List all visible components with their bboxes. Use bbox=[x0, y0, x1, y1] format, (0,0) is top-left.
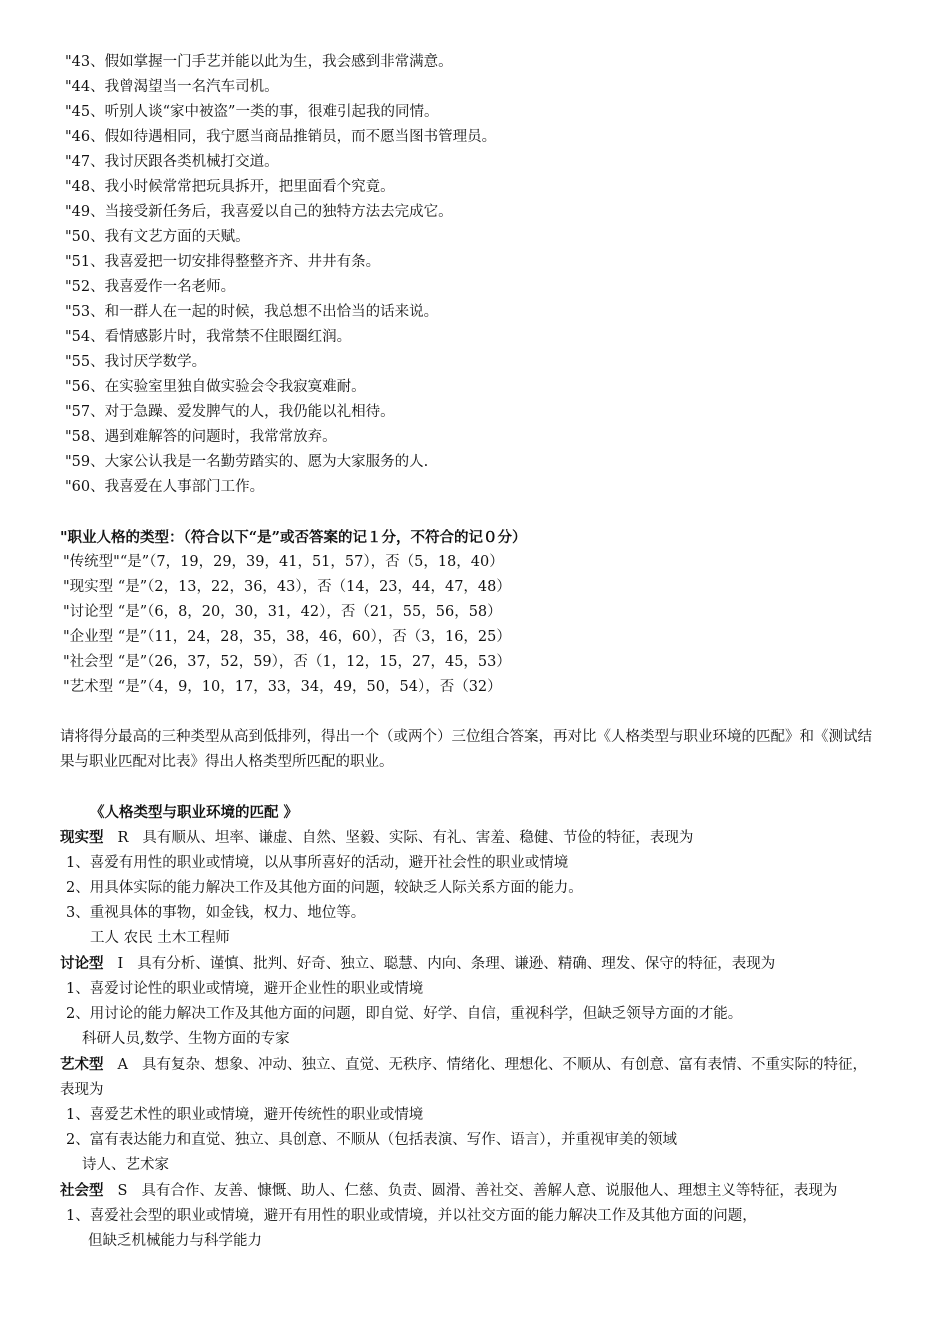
type-item: 3、重视具体的事物，如金钱，权力、地位等。 bbox=[66, 905, 366, 921]
type-desc: 具有分析、谨慎、批判、好奇、独立、聪慧、内向、条理、谦逊、精确、理发、保守的特征，表现为 bbox=[137, 956, 776, 972]
type-item: 2、用具体实际的能力解决工作及其他方面的问题，较缺乏人际关系方面的能力。 bbox=[66, 880, 583, 896]
question-item: "56、在实验室里独自做实验会令我寂寞难耐。 bbox=[65, 379, 366, 395]
question-item: "54、看情感影片时，我常禁不住眼圈红润。 bbox=[65, 329, 352, 345]
question-item: "57、对于急躁、爱发脾气的人，我仍能以礼相待。 bbox=[65, 404, 395, 420]
type-item: 1、喜爱讨论性的职业或情境，避开企业性的职业或情境 bbox=[66, 981, 424, 997]
type-jobs: 科研人员,数学、生物方面的专家 bbox=[82, 1031, 290, 1047]
type-name: 艺术型 bbox=[60, 1056, 104, 1073]
type-name: 社会型 bbox=[60, 1182, 104, 1199]
type-entry-artistic bbox=[60, 1052, 880, 1103]
question-item: "53、和一群人在一起的时候，我总想不出恰当的话来说。 bbox=[65, 304, 439, 320]
type-item: 2、富有表达能力和直觉、独立、具创意、不顺从（包括表演、写作、语言），并重视审美的领域 bbox=[66, 1132, 677, 1148]
type-jobs: 工人 农民 土木工程师 bbox=[90, 930, 230, 946]
question-item: "59、大家公认我是一名勤劳踏实的、愿为大家服务的人. bbox=[65, 454, 429, 470]
scoring-type-enterprising: "企业型 “是”（11，24，28，35，38，46，60），否（3，16，25） bbox=[63, 629, 511, 645]
type-name: 现实型 bbox=[60, 829, 104, 846]
type-desc: 具有合作、友善、慷慨、助人、仁慈、负责、圆滑、善社交、善解人意、说服他人、理想主义等特征，表现为 bbox=[141, 1183, 838, 1199]
type-desc: 具有顺从、坦率、谦虚、自然、坚毅、实际、有礼、害羞、稳健、节俭的特征，表现为 bbox=[142, 830, 694, 846]
type-item: 1、喜爱艺术性的职业或情境，避开传统性的职业或情境 bbox=[66, 1107, 424, 1123]
scoring-type-realistic: "现实型 “是”（2，13，22，36，43），否（14，23，44，47，48） bbox=[63, 579, 511, 595]
type-jobs: 诗人、艺术家 bbox=[82, 1157, 169, 1173]
question-item: "58、遇到难解答的问题时，我常常放弃。 bbox=[65, 429, 337, 445]
match-section bbox=[60, 800, 880, 1254]
type-item-continuation: 但缺乏机械能力与科学能力 bbox=[88, 1233, 262, 1249]
type-desc: 具有复杂、想象、冲动、独立、直觉、无秩序、情绪化、理想化、不顺从、有创意、富有表情、不重实际的特征，表现为 bbox=[60, 1057, 867, 1098]
type-name: 讨论型 bbox=[60, 955, 104, 972]
question-item: "55、我讨厌学数学。 bbox=[65, 354, 207, 370]
match-title: 《人格类型与职业环境的匹配 》 bbox=[90, 804, 299, 821]
type-code: R bbox=[117, 830, 129, 846]
type-entry-social bbox=[60, 1178, 880, 1204]
question-item: "45、听别人谈“家中被盗”一类的事，很难引起我的同情。 bbox=[65, 104, 439, 120]
type-item: 2、用讨论的能力解决工作及其他方面的问题，即自觉、好学、自信，重视科学，但缺乏领导方面的才能。 bbox=[66, 1006, 743, 1022]
type-code: A bbox=[117, 1057, 128, 1073]
question-item: "46、假如待遇相同，我宁愿当商品推销员，而不愿当图书管理员。 bbox=[65, 129, 497, 145]
question-item: "51、我喜爱把一切安排得整整齐齐、井井有条。 bbox=[65, 254, 381, 270]
question-item: "44、我曾渴望当一名汽车司机。 bbox=[65, 79, 279, 95]
question-item: "60、我喜爱在人事部门工作。 bbox=[65, 479, 265, 495]
type-code: I bbox=[117, 956, 124, 972]
type-entry-realistic bbox=[60, 825, 880, 851]
instruction-paragraph: 请将得分最高的三种类型从高到低排列，得出一个（或两个）三位组合答案，再对比《人格类型与职业环境的匹配》和《测试结果与职业匹配对比表》得出人格类型所匹配的职业。 bbox=[60, 729, 872, 770]
question-item: "50、我有文艺方面的天赋。 bbox=[65, 229, 250, 245]
question-item: "49、当接受新任务后，我喜爱以自己的独特方法去完成它。 bbox=[65, 204, 453, 220]
question-item: "47、我讨厌跟各类机械打交道。 bbox=[65, 154, 279, 170]
scoring-type-artistic: "艺术型 “是”（4，9，10，17，33，34，49，50，54），否（32） bbox=[63, 679, 502, 695]
type-entry-investigative bbox=[60, 951, 880, 977]
scoring-type-conventional: "传统型"“是”（7，19，29，39，41，51，57），否（5，18，40） bbox=[63, 554, 504, 570]
scoring-section bbox=[60, 525, 880, 700]
type-item-text: 1、喜爱社会型的职业或情境，避开有用性的职业或情境，并以社交方面的能力解决工作及其他方面的问题， bbox=[66, 1208, 757, 1224]
scoring-type-social: "社会型 “是”（26，37，52，59），否（1，12，15，27，45，53） bbox=[63, 654, 511, 670]
document-page bbox=[60, 50, 880, 1254]
scoring-type-investigative: "讨论型 “是”（6，8，20，30，31，42），否（21，55，56，58） bbox=[63, 604, 502, 620]
type-item: 1、喜爱有用性的职业或情境，以从事所喜好的活动，避开社会性的职业或情境 bbox=[66, 855, 569, 871]
question-item: "48、我小时候常常把玩具拆开，把里面看个究竟。 bbox=[65, 179, 395, 195]
scoring-title: "职业人格的类型：（符合以下“是”或否答案的记１分，不符合的记０分） bbox=[60, 529, 527, 546]
type-code: S bbox=[117, 1183, 128, 1199]
question-item: "52、我喜爱作一名老师。 bbox=[65, 279, 236, 295]
question-item: "43、假如掌握一门手艺并能以此为生，我会感到非常满意。 bbox=[65, 54, 453, 70]
question-list bbox=[60, 50, 880, 500]
type-item bbox=[60, 1204, 880, 1254]
